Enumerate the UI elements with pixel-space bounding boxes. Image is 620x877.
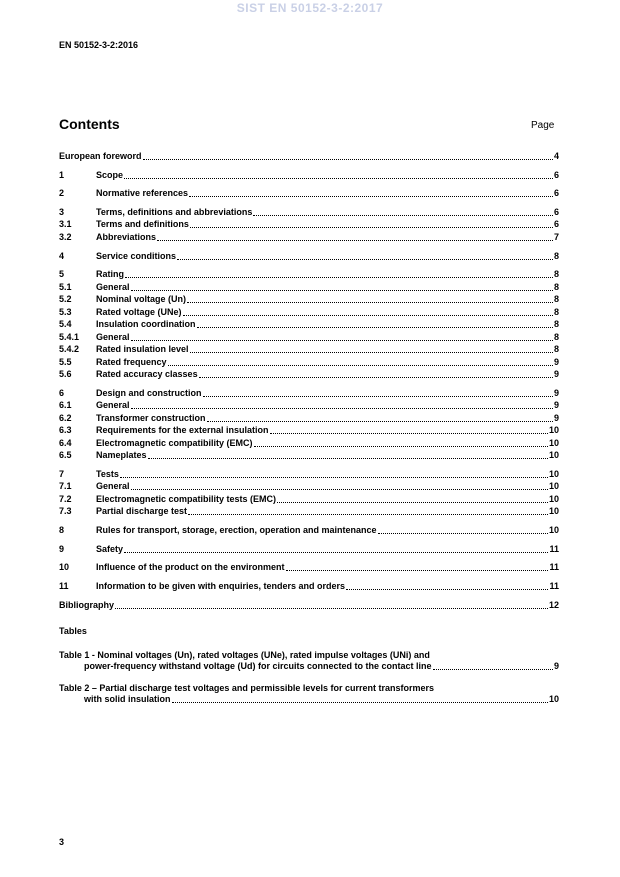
leader-dots xyxy=(207,421,553,422)
leader-dots xyxy=(125,277,553,278)
leader-dots xyxy=(124,178,553,179)
toc-entry-page: 8 xyxy=(553,294,559,304)
table-entry-page: 9 xyxy=(553,661,559,671)
leader-dots xyxy=(177,259,553,260)
toc-entry-title: Electromagnetic compatibility tests (EMC) xyxy=(96,494,277,504)
toc-entry[interactable] xyxy=(59,493,559,505)
toc-entry-page: 10 xyxy=(548,469,559,479)
toc-entry-title: Rated accuracy classes xyxy=(96,369,198,379)
leader-dots xyxy=(346,589,548,590)
toc-table-entry[interactable] xyxy=(59,650,559,672)
leader-dots xyxy=(197,327,553,328)
leader-dots xyxy=(172,702,548,703)
toc-entry[interactable] xyxy=(59,206,559,218)
toc-entry-page: 10 xyxy=(548,506,559,516)
leader-dots xyxy=(378,533,548,534)
toc-entry-title: General xyxy=(96,332,130,342)
toc-entry-number: 5.4 xyxy=(59,319,72,329)
table-entry-line1: Table 1 - Nominal voltages (Un), rated voltages (UNe), rated impulse voltages (UNi) and xyxy=(59,650,430,660)
toc-entry-page: 8 xyxy=(553,344,559,354)
toc-entry-title: Transformer construction xyxy=(96,413,206,423)
toc-entry-title: Requirements for the external insulation xyxy=(96,425,269,435)
tables-heading: Tables xyxy=(59,626,87,636)
toc-entry[interactable] xyxy=(59,187,559,199)
toc-entry-number: 6.3 xyxy=(59,425,72,435)
toc-entry-title: General xyxy=(96,481,130,491)
toc-entry-page: 10 xyxy=(548,481,559,491)
leader-dots xyxy=(203,396,553,397)
toc-entry-title: General xyxy=(96,282,130,292)
toc-entry-title: Terms and definitions xyxy=(96,219,189,229)
leader-dots xyxy=(190,227,553,228)
toc-entry-page: 9 xyxy=(553,388,559,398)
toc-entry-page: 7 xyxy=(553,232,559,242)
toc-entry-page: 10 xyxy=(548,425,559,435)
toc-entry-page: 11 xyxy=(549,544,559,554)
toc-entry-page: 9 xyxy=(553,413,559,423)
toc-entry-page: 6 xyxy=(553,170,559,180)
leader-dots xyxy=(120,477,548,478)
leader-dots xyxy=(189,196,553,197)
toc-entry-title: Service conditions xyxy=(96,251,177,261)
leader-dots xyxy=(115,608,548,609)
toc-entry[interactable] xyxy=(59,250,559,262)
toc-entry-number: 5.4.1 xyxy=(59,332,80,342)
toc-entry[interactable] xyxy=(59,468,559,480)
toc-entry-number: 7.2 xyxy=(59,494,72,504)
toc-entry[interactable] xyxy=(59,368,559,380)
toc-entry-number: 10 xyxy=(59,562,70,572)
leader-dots xyxy=(270,433,548,434)
toc-entry-title: Partial discharge test xyxy=(96,506,188,516)
toc-entry-number: 4 xyxy=(59,251,65,261)
toc-entry[interactable] xyxy=(59,424,559,436)
toc-entry-page: 8 xyxy=(553,251,559,261)
toc-entry-number: 1 xyxy=(59,170,65,180)
leader-dots xyxy=(131,290,553,291)
toc-entry-number: 6.1 xyxy=(59,400,72,410)
toc-entry[interactable] xyxy=(59,331,559,343)
toc-entry[interactable] xyxy=(59,231,559,243)
toc-entry[interactable] xyxy=(59,399,559,411)
toc-entry-title: Rules for transport, storage, erection, operation and maintenance xyxy=(96,525,377,535)
leader-dots xyxy=(188,514,548,515)
toc-entry[interactable] xyxy=(59,580,559,592)
toc-entry-page: 6 xyxy=(553,219,559,229)
toc-entry-number: 7.1 xyxy=(59,481,72,491)
toc-entry-title: Design and construction xyxy=(96,388,202,398)
toc-entry-number: 2 xyxy=(59,188,65,198)
toc-entry-number: 5.2 xyxy=(59,294,72,304)
toc-entry-page: 9 xyxy=(553,400,559,410)
toc-entry-page: 6 xyxy=(553,188,559,198)
toc-entry-number: 6.4 xyxy=(59,438,72,448)
toc-entry-number: 7 xyxy=(59,469,65,479)
leader-dots xyxy=(148,458,548,459)
leader-dots xyxy=(157,240,553,241)
toc-entry-number: 7.3 xyxy=(59,506,72,516)
toc-entry-title: Scope xyxy=(96,170,124,180)
toc-entry-title: Electromagnetic compatibility (EMC) xyxy=(96,438,253,448)
toc-entry[interactable] xyxy=(59,505,559,517)
watermark: SIST EN 50152-3-2:2017 xyxy=(236,1,384,15)
toc-entry-title: Normative references xyxy=(96,188,189,198)
toc-entry-page: 12 xyxy=(548,600,559,610)
leader-dots xyxy=(286,570,549,571)
toc-entry[interactable] xyxy=(59,293,559,305)
toc-entry-page: 8 xyxy=(553,282,559,292)
toc-entry-page: 6 xyxy=(553,207,559,217)
toc-entry-title: Nominal voltage (Un) xyxy=(96,294,187,304)
toc-entry-number: 6 xyxy=(59,388,65,398)
leader-dots xyxy=(131,408,553,409)
toc-entry-title: European foreword xyxy=(59,151,142,161)
toc-entry[interactable] xyxy=(59,599,559,611)
toc-entry[interactable] xyxy=(59,480,559,492)
toc-entry-title: Insulation coordination xyxy=(96,319,196,329)
toc-entry[interactable] xyxy=(59,449,559,461)
toc-entry-page: 10 xyxy=(548,450,559,460)
toc-entry-number: 3.1 xyxy=(59,219,72,229)
table-entry-line2: power-frequency withstand voltage (Ud) for circuits connected to the contact line xyxy=(84,661,432,671)
toc-entry-title: Safety xyxy=(96,544,124,554)
toc-entry-number: 5.1 xyxy=(59,282,72,292)
toc-entry[interactable] xyxy=(59,412,559,424)
toc-entry[interactable] xyxy=(59,524,559,536)
toc-entry[interactable] xyxy=(59,387,559,399)
toc-entry[interactable] xyxy=(59,318,559,330)
table-entry-line1: Table 2 – Partial discharge test voltages and permissible levels for current transformers xyxy=(59,683,434,693)
toc-entry[interactable] xyxy=(59,343,559,355)
toc-entry-number: 5.5 xyxy=(59,357,72,367)
toc-entry-number: 3 xyxy=(59,207,65,217)
toc-entry-title: General xyxy=(96,400,130,410)
toc-entry-number: 5.6 xyxy=(59,369,72,379)
leader-dots xyxy=(183,315,553,316)
leader-dots xyxy=(254,446,548,447)
toc-entry-number: 5.4.2 xyxy=(59,344,80,354)
toc-entry-title: Terms, definitions and abbreviations xyxy=(96,207,253,217)
toc-entry-number: 11 xyxy=(59,581,69,591)
toc-entry-title: Bibliography xyxy=(59,600,115,610)
leader-dots xyxy=(253,215,553,216)
toc-entry[interactable] xyxy=(59,356,559,368)
toc-entry-page: 10 xyxy=(548,494,559,504)
toc-entry[interactable] xyxy=(59,561,559,573)
toc-entry-title: Rated insulation level xyxy=(96,344,189,354)
toc-entry-page: 8 xyxy=(553,319,559,329)
toc-entry-page: 11 xyxy=(549,581,559,591)
toc-entry-title: Rated voltage (UNe) xyxy=(96,307,182,317)
toc-entry-page: 8 xyxy=(553,269,559,279)
toc-entry-number: 5 xyxy=(59,269,65,279)
leader-dots xyxy=(277,502,548,503)
toc-entry[interactable] xyxy=(59,169,559,181)
leader-dots xyxy=(187,302,553,303)
toc-entry-page: 10 xyxy=(548,525,559,535)
contents-title: Contents xyxy=(59,116,120,132)
toc-entry-title: Information to be given with enquiries, tenders and orders xyxy=(96,581,346,591)
toc-entry-number: 6.2 xyxy=(59,413,72,423)
toc-entry-title: Abbreviations xyxy=(96,232,157,242)
toc-entry-page: 11 xyxy=(549,562,559,572)
toc-entry[interactable] xyxy=(59,437,559,449)
document-id: EN 50152-3-2:2016 xyxy=(59,40,139,50)
toc-entry-number: 6.5 xyxy=(59,450,72,460)
toc-entry-page: 10 xyxy=(548,438,559,448)
leader-dots xyxy=(168,365,553,366)
leader-dots xyxy=(190,352,553,353)
toc-entry-title: Tests xyxy=(96,469,119,479)
toc-entry-number: 9 xyxy=(59,544,65,554)
toc-entry-page: 9 xyxy=(553,369,559,379)
toc-entry-title: Rated frequency xyxy=(96,357,167,367)
leader-dots xyxy=(433,669,553,670)
toc-entry[interactable] xyxy=(59,281,559,293)
toc-entry-number: 5.3 xyxy=(59,307,72,317)
table-entry-page: 10 xyxy=(548,694,559,704)
toc-entry-title: Rating xyxy=(96,269,124,279)
toc-entry[interactable] xyxy=(59,543,559,555)
toc-entry-number: 3.2 xyxy=(59,232,72,242)
leader-dots xyxy=(143,159,553,160)
leader-dots xyxy=(131,489,548,490)
toc-entry-number: 8 xyxy=(59,525,65,535)
toc-entry[interactable] xyxy=(59,218,559,230)
toc-table-entry[interactable] xyxy=(59,683,559,705)
toc-entry-title: Influence of the product on the environment xyxy=(96,562,285,572)
toc-entry-title: Nameplates xyxy=(96,450,147,460)
toc-entry[interactable] xyxy=(59,268,559,280)
leader-dots xyxy=(124,552,548,553)
leader-dots xyxy=(131,340,553,341)
toc-entry-page: 8 xyxy=(553,332,559,342)
toc-entry[interactable] xyxy=(59,306,559,318)
toc-entry-page: 4 xyxy=(553,151,559,161)
leader-dots xyxy=(199,377,553,378)
toc-entry-page: 9 xyxy=(553,357,559,367)
toc-entry[interactable] xyxy=(59,150,559,162)
toc-entry-page: 8 xyxy=(553,307,559,317)
table-entry-line2: with solid insulation xyxy=(84,694,171,704)
page-column-label: Page xyxy=(531,120,555,131)
page-number: 3 xyxy=(59,837,65,847)
